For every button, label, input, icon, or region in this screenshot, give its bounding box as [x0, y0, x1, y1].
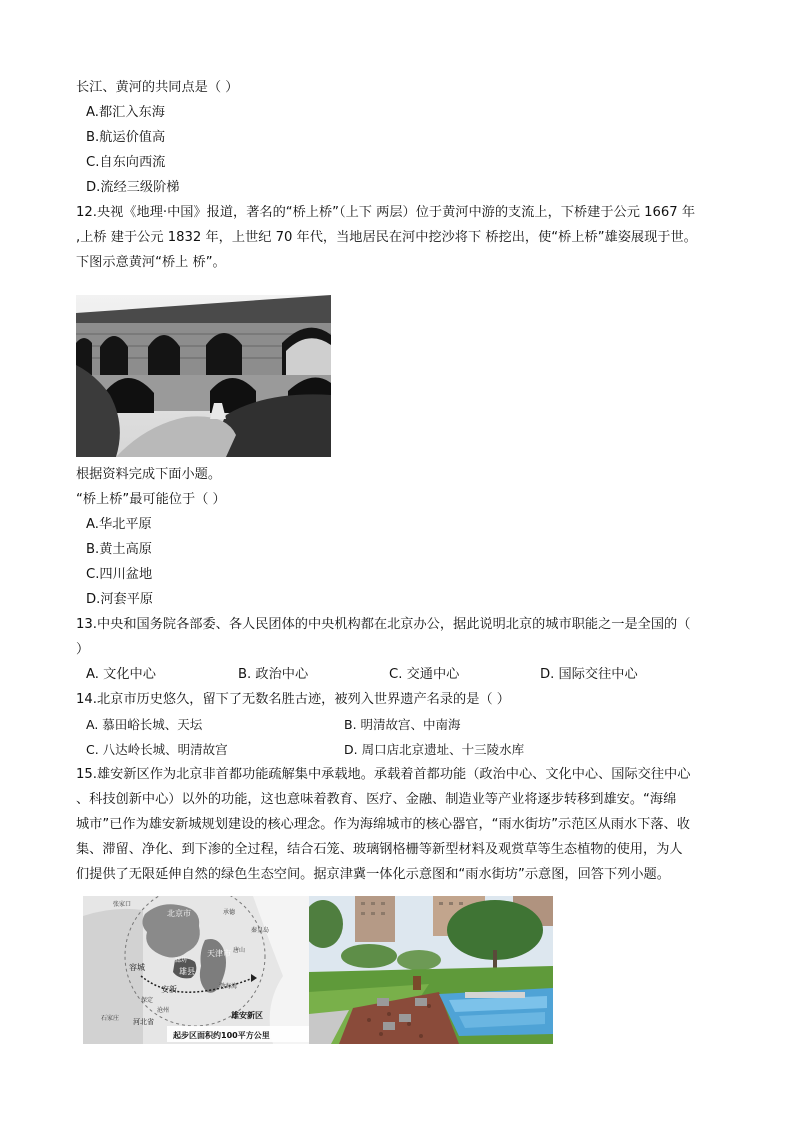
q13-option-b: B. 政治中心 — [238, 667, 309, 682]
q11-option-d: D.流经三级阶梯 — [86, 180, 180, 195]
map-label-cangzhou: 沧州 — [157, 1007, 170, 1014]
q13-option-c: C. 交通中心 — [389, 667, 460, 682]
q12-stem-line-2: ,上桥 建于公元 1832 年，上世纪 70 年代，当地居民在河中挖沙将下 桥挖出，使“桥上桥”雄姿展现于世。 — [76, 230, 697, 245]
map-label-xiong: 雄县 — [179, 967, 195, 976]
q14-option-c: C. 八达岭长城、明清故宫 — [86, 742, 228, 757]
q11-option-a: A.都汇入东海 — [86, 105, 165, 120]
bridge-photo — [76, 295, 331, 457]
q14-option-d: D. 周口店北京遗址、十三陵水库 — [344, 742, 525, 757]
q15-stem-line-1: 15.雄安新区作为北京非首都功能疏解集中承载地。承载着首都功能（政治中心、文化中心、国际交往中心 — [76, 767, 691, 782]
q12-option-a: A.华北平原 — [86, 517, 152, 532]
map-label-bohai: 渤海湾 — [219, 983, 238, 990]
q12-sub-stem: “桥上桥”最可能位于（ ） — [76, 492, 226, 507]
q14-option-b: B. 明清故宫、中南海 — [344, 717, 461, 732]
jingjinji-map — [83, 896, 309, 1044]
q14-option-a: A. 慕田峪长城、天坛 — [86, 717, 203, 732]
q15-stem-line-5: 们提供了无限延伸自然的绿色生态空间。据京津冀一体化示意图和“雨水街坊”示意图，回答下列小题。 — [76, 867, 670, 882]
map-label-langfang: 廊坊 — [175, 957, 188, 964]
q11-stem: 长江、黄河的共同点是（ ） — [76, 80, 239, 95]
map-label-chengde: 承德 — [223, 909, 236, 916]
q13-stem-line-2: ） — [76, 642, 90, 657]
map-label-zhangjiakou: 张家口 — [113, 901, 132, 908]
map-label-rongcheng: 容城 — [129, 963, 145, 972]
map-area-note: 起步区面积约100平方公里 — [173, 1031, 270, 1040]
map-label-shijiazhuang: 石家庄 — [101, 1015, 120, 1022]
q12-stem-line-3: 下图示意黄河“桥上 桥”。 — [76, 255, 226, 270]
q13-option-a: A. 文化中心 — [86, 667, 156, 682]
q12-option-b: B.黄土高原 — [86, 542, 152, 557]
map-label-anxin: 安新 — [161, 985, 177, 994]
map-label-tianjin: 天津市 — [207, 949, 231, 958]
map-label-qinhuangdao: 秦皇岛 — [251, 927, 270, 934]
map-label-tangshan: 唐山 — [233, 947, 246, 954]
q15-stem-line-3: 城市”已作为雄安新城规划建设的核心理念。作为海绵城市的核心器官，“雨水街坊”示范区从雨水下落、收 — [76, 817, 690, 832]
q12-option-c: C.四川盆地 — [86, 567, 153, 582]
q14-stem: 14.北京市历史悠久，留下了无数名胜古迹，被列入世界遗产名录的是（ ） — [76, 692, 510, 707]
q11-option-b: B.航运价值高 — [86, 130, 166, 145]
q12-option-d: D.河套平原 — [86, 592, 154, 607]
q13-stem-line-1: 13.中央和国务院各部委、各人民团体的中央机构都在北京办公，据此说明北京的城市职能之一是全国的（ — [76, 617, 691, 632]
map-label-xiongan: 雄安新区 — [231, 1011, 263, 1020]
q11-option-c: C.自东向西流 — [86, 155, 166, 170]
q12-stem-line-1: 12.央视《地理·中国》报道，著名的“桥上桥”（上下 两层）位于黄河中游的支流上，下桥建于公元 1667 年 — [76, 205, 696, 220]
rain-street-photo — [309, 896, 553, 1044]
q15-stem-line-4: 集、滞留、净化、到下渗的全过程，结合石笼、玻璃钢格栅等新型材料及观赏草等生态植物的使用，为人 — [76, 842, 683, 857]
map-label-baoding: 保定 — [141, 997, 154, 1004]
q13-option-d: D. 国际交往中心 — [540, 667, 638, 682]
map-label-beijing: 北京市 — [167, 909, 191, 918]
q12-after-image: 根据资料完成下面小题。 — [76, 467, 222, 482]
q15-stem-line-2: 、科技创新中心）以外的功能，这也意味着教育、医疗、金融、制造业等产业将逐步转移到雄安。“海绵 — [76, 792, 677, 807]
map-label-hebei: 河北省 — [133, 1018, 154, 1026]
